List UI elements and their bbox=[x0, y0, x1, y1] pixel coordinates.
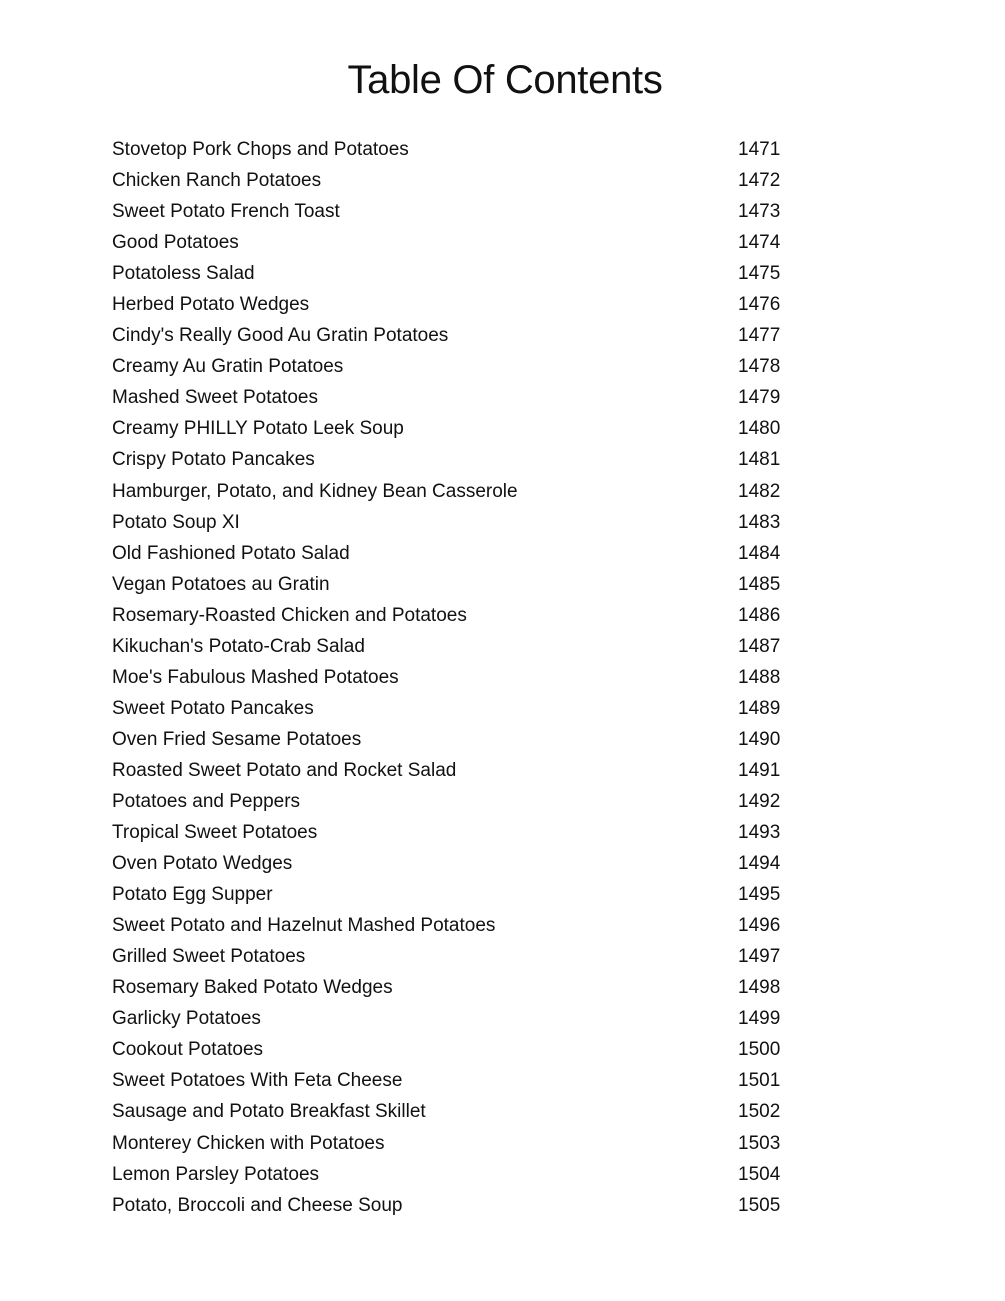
toc-entry bbox=[112, 230, 812, 261]
toc-entry bbox=[112, 851, 812, 882]
toc-entry-title: Hamburger, Potato, and Kidney Bean Casserole bbox=[112, 480, 518, 502]
toc-entry-title: Chicken Ranch Potatoes bbox=[112, 170, 322, 192]
toc-entry-page: 1484 bbox=[738, 542, 781, 564]
toc-entry bbox=[112, 975, 812, 1006]
toc-entry-page: 1476 bbox=[738, 294, 781, 316]
toc-entry-page: 1483 bbox=[738, 511, 781, 533]
toc-entry bbox=[112, 416, 812, 447]
toc-entry bbox=[112, 758, 812, 789]
toc-entry bbox=[112, 634, 812, 665]
toc-entry-title: Rosemary-Roasted Chicken and Potatoes bbox=[112, 604, 467, 626]
toc-entry-page: 1498 bbox=[738, 977, 781, 999]
toc-entry-title: Tropical Sweet Potatoes bbox=[112, 822, 318, 844]
toc-entry-page: 1492 bbox=[738, 790, 781, 812]
toc-entry-page: 1499 bbox=[738, 1008, 781, 1030]
toc-entry bbox=[112, 1162, 812, 1193]
toc-entry-page: 1494 bbox=[738, 853, 781, 875]
toc-entry-title: Potato Egg Supper bbox=[112, 884, 273, 906]
toc-entry-title: Oven Fried Sesame Potatoes bbox=[112, 728, 362, 750]
toc-entry bbox=[112, 727, 812, 758]
toc-entry-title: Rosemary Baked Potato Wedges bbox=[112, 977, 393, 999]
toc-entry bbox=[112, 603, 812, 634]
toc-entry-title: Lemon Parsley Potatoes bbox=[112, 1163, 320, 1185]
toc-entry-page: 1479 bbox=[738, 387, 781, 409]
toc-entry-page: 1495 bbox=[738, 884, 781, 906]
toc-entry-title: Cookout Potatoes bbox=[112, 1039, 264, 1061]
toc-entry-page: 1502 bbox=[738, 1101, 781, 1123]
toc-entry-page: 1486 bbox=[738, 604, 781, 626]
toc-entry-title: Cindy's Really Good Au Gratin Potatoes bbox=[112, 325, 449, 347]
toc-entry bbox=[112, 572, 812, 603]
toc-entry-page: 1478 bbox=[738, 356, 781, 378]
toc-entry bbox=[112, 323, 812, 354]
toc-entry bbox=[112, 1037, 812, 1068]
toc-entry-page: 1487 bbox=[738, 635, 781, 657]
toc-entry-page: 1485 bbox=[738, 573, 781, 595]
toc-entry-page: 1491 bbox=[738, 759, 781, 781]
toc-entry-page: 1496 bbox=[738, 915, 781, 937]
toc-entry bbox=[112, 1193, 812, 1224]
toc-entry-title: Moe's Fabulous Mashed Potatoes bbox=[112, 666, 399, 688]
toc-entry-page: 1505 bbox=[738, 1194, 781, 1216]
toc-entry bbox=[112, 882, 812, 913]
toc-entry-title: Potatoes and Peppers bbox=[112, 790, 301, 812]
toc-entry-page: 1482 bbox=[738, 480, 781, 502]
toc-entry-title: Creamy Au Gratin Potatoes bbox=[112, 356, 344, 378]
toc-entry bbox=[112, 447, 812, 478]
toc-entry-title: Old Fashioned Potato Salad bbox=[112, 542, 350, 564]
toc-entry-title: Grilled Sweet Potatoes bbox=[112, 946, 306, 968]
toc-entry bbox=[112, 385, 812, 416]
toc-entry bbox=[112, 168, 812, 199]
toc-entry-page: 1475 bbox=[738, 263, 781, 285]
page-title: Table Of Contents bbox=[347, 58, 663, 102]
toc-entry bbox=[112, 1068, 812, 1099]
toc-entry bbox=[112, 137, 812, 168]
toc-entry-title: Crispy Potato Pancakes bbox=[112, 449, 315, 471]
toc-entry-title: Garlicky Potatoes bbox=[112, 1008, 261, 1030]
toc-entry bbox=[112, 1099, 812, 1130]
toc-entry bbox=[112, 696, 812, 727]
toc-entry bbox=[112, 913, 812, 944]
toc-entry bbox=[112, 1006, 812, 1037]
toc-entry-page: 1501 bbox=[738, 1070, 781, 1092]
toc-entry-page: 1472 bbox=[738, 170, 781, 192]
toc-entry bbox=[112, 944, 812, 975]
toc-entry bbox=[112, 199, 812, 230]
toc-entry bbox=[112, 820, 812, 851]
toc-entry-title: Good Potatoes bbox=[112, 232, 239, 254]
toc-entry-page: 1473 bbox=[738, 201, 781, 223]
toc-entry-page: 1489 bbox=[738, 697, 781, 719]
toc-entry bbox=[112, 292, 812, 323]
toc-entry-title: Sausage and Potato Breakfast Skillet bbox=[112, 1101, 426, 1123]
toc-entry-page: 1500 bbox=[738, 1039, 781, 1061]
toc-entry-title: Sweet Potato and Hazelnut Mashed Potatoes bbox=[112, 915, 496, 937]
toc-entry bbox=[112, 354, 812, 385]
toc-entry bbox=[112, 789, 812, 820]
toc-entry-title: Herbed Potato Wedges bbox=[112, 294, 310, 316]
toc-entry-page: 1477 bbox=[738, 325, 781, 347]
toc-entry-page: 1497 bbox=[738, 946, 781, 968]
toc-entry bbox=[112, 665, 812, 696]
toc-entry-title: Stovetop Pork Chops and Potatoes bbox=[112, 139, 409, 160]
toc-entry-title: Sweet Potato French Toast bbox=[112, 201, 340, 223]
toc-entry bbox=[112, 479, 812, 510]
toc-entry bbox=[112, 510, 812, 541]
toc-entry-title: Potato Soup XI bbox=[112, 511, 240, 533]
toc-entry bbox=[112, 541, 812, 572]
toc-entry-page: 1493 bbox=[738, 822, 781, 844]
toc-entry-title: Creamy PHILLY Potato Leek Soup bbox=[112, 418, 404, 440]
toc-entry-page: 1490 bbox=[738, 728, 781, 750]
toc-entry-page: 1471 bbox=[738, 139, 781, 160]
toc-entry-title: Monterey Chicken with Potatoes bbox=[112, 1132, 385, 1154]
toc-entry-title: Potato, Broccoli and Cheese Soup bbox=[112, 1194, 403, 1216]
toc-entry-page: 1503 bbox=[738, 1132, 781, 1154]
toc-entry-title: Potatoless Salad bbox=[112, 263, 255, 285]
toc-entry-page: 1488 bbox=[738, 666, 781, 688]
toc-entry-title: Vegan Potatoes au Gratin bbox=[112, 573, 330, 595]
toc-entry-title: Sweet Potatoes With Feta Cheese bbox=[112, 1070, 403, 1092]
toc-list bbox=[112, 137, 812, 1224]
toc-entry bbox=[112, 261, 812, 292]
toc-entry-title: Oven Potato Wedges bbox=[112, 853, 293, 875]
toc-entry-page: 1480 bbox=[738, 418, 781, 440]
toc-entry-title: Sweet Potato Pancakes bbox=[112, 697, 314, 719]
toc-entry-title: Kikuchan's Potato-Crab Salad bbox=[112, 635, 365, 657]
toc-entry bbox=[112, 1131, 812, 1162]
toc-entry-title: Mashed Sweet Potatoes bbox=[112, 387, 318, 409]
toc-entry-page: 1504 bbox=[738, 1163, 781, 1185]
toc-entry-page: 1474 bbox=[738, 232, 781, 254]
toc-entry-page: 1481 bbox=[738, 449, 781, 471]
toc-entry-title: Roasted Sweet Potato and Rocket Salad bbox=[112, 759, 457, 781]
